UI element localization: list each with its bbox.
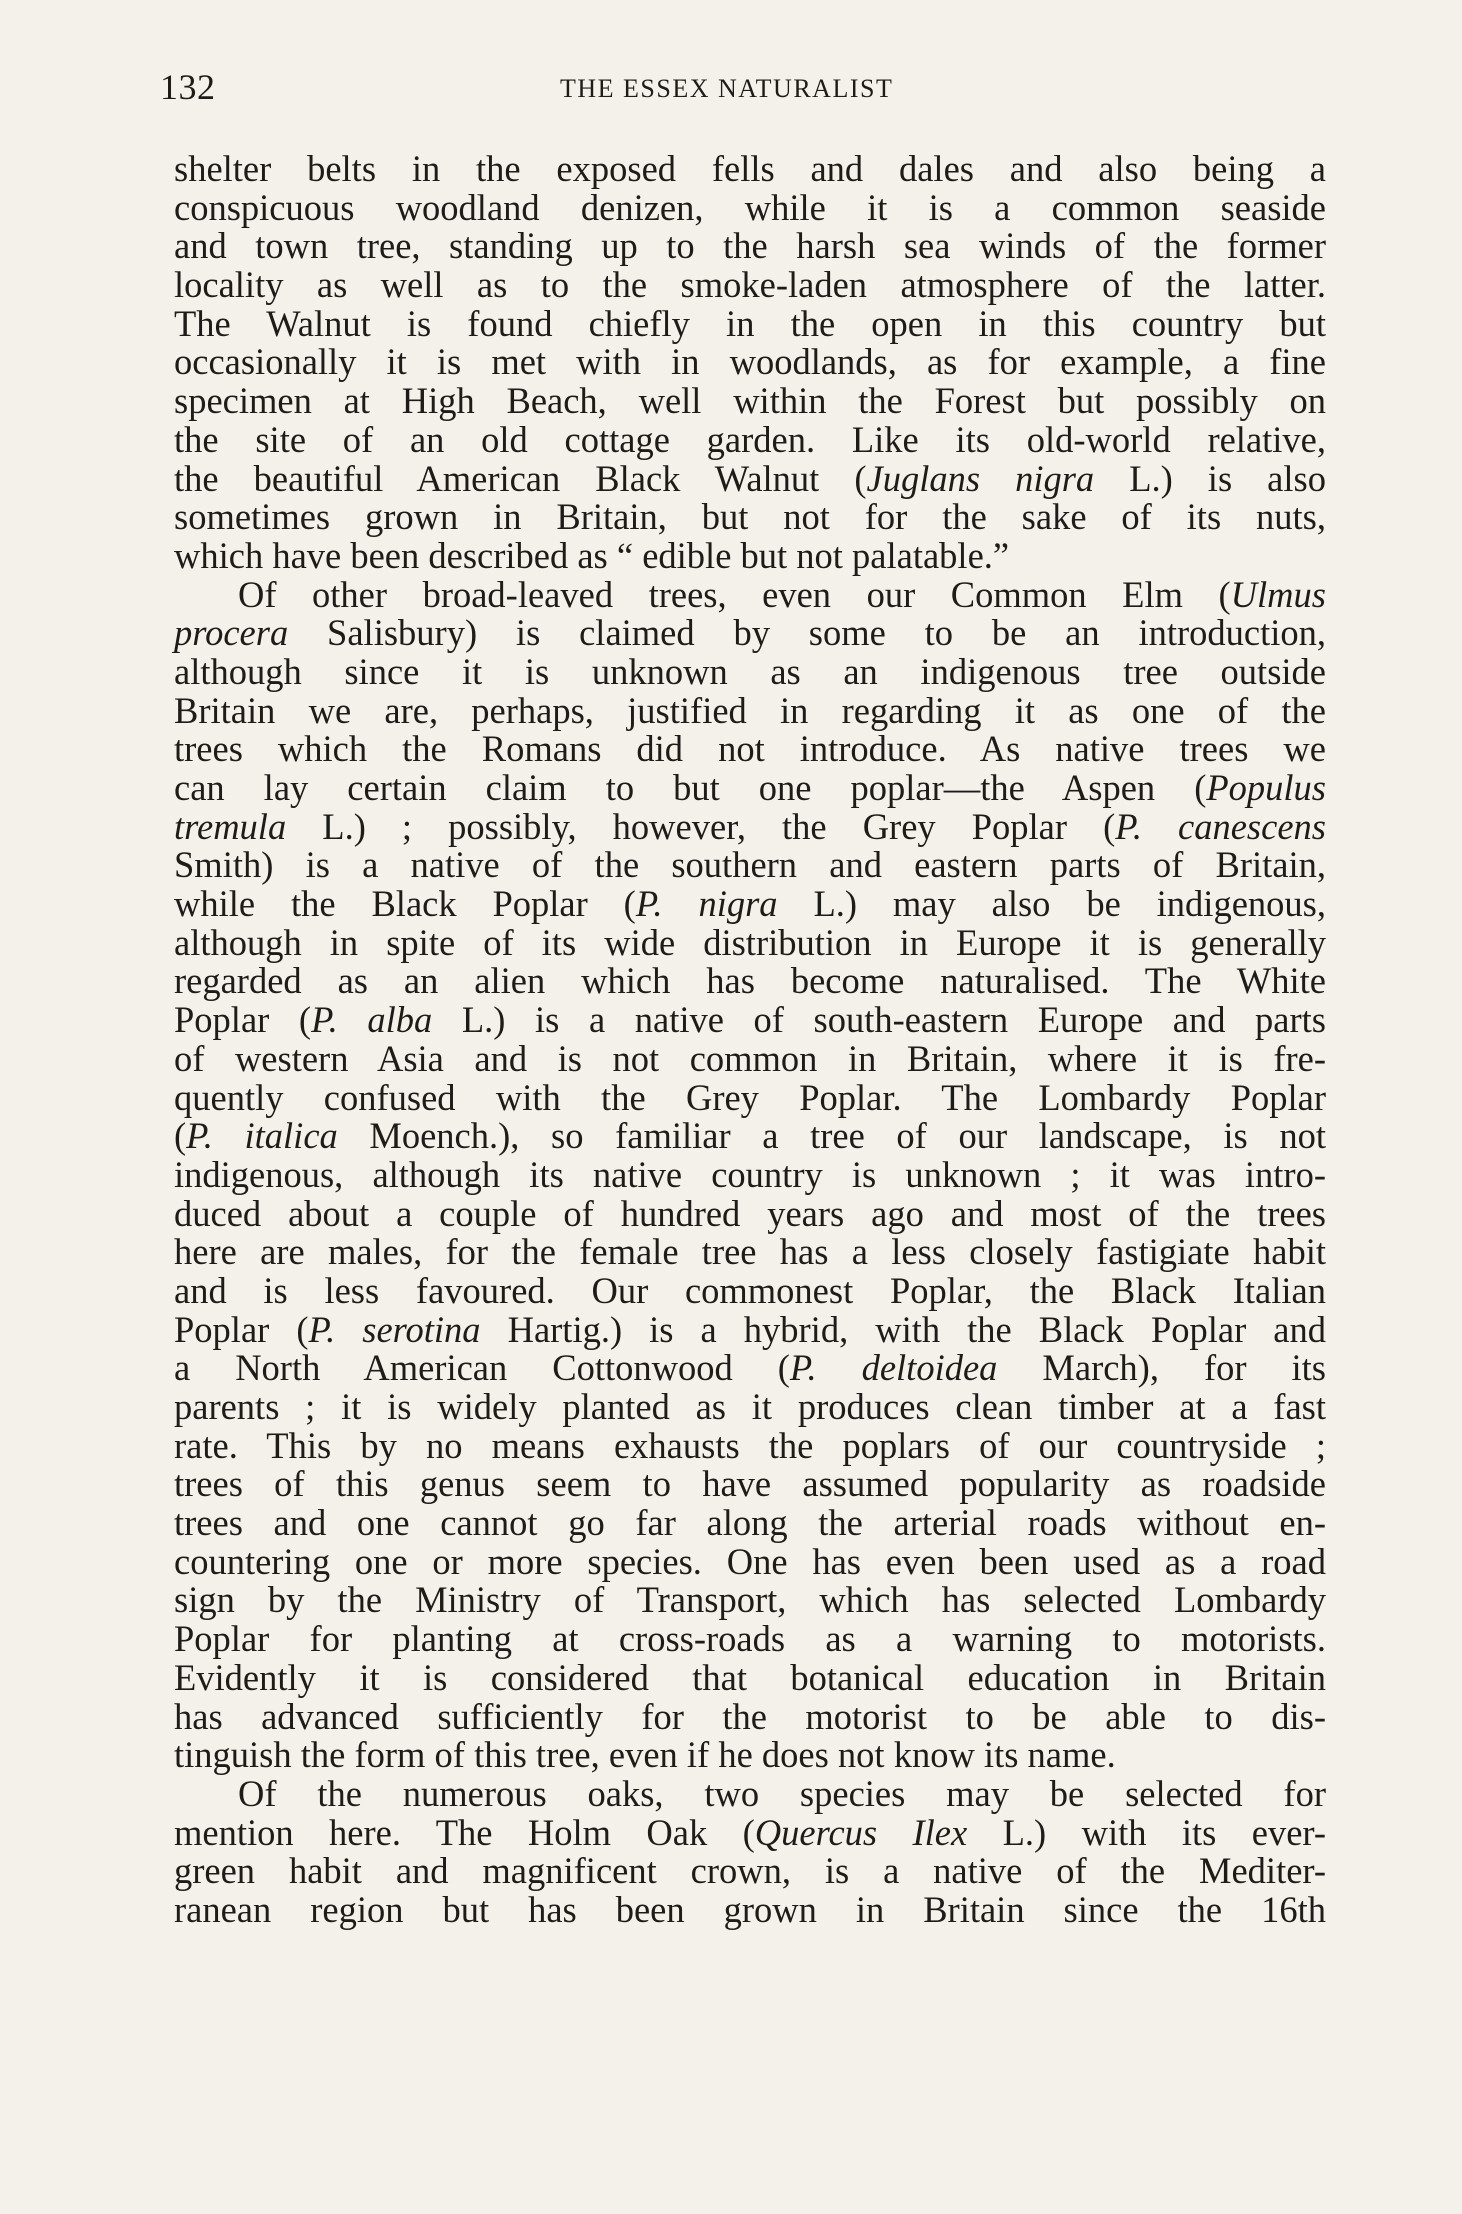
text-line: conspicuous woodland denizen, while it is a common seaside <box>174 186 1326 228</box>
italic-term: tremula <box>174 805 287 847</box>
text-line <box>174 1308 1326 1350</box>
text-line: trees of this genus seem to have assumed popularity as roadside <box>174 1463 1326 1505</box>
text-line: which have been described as “ edible but not palatable.” <box>174 534 1010 576</box>
italic-term: procera <box>174 612 289 654</box>
text-run: L.) is also <box>1094 457 1326 499</box>
text-line: trees which the Romans did not introduce. As native trees we <box>174 728 1326 770</box>
text-line: shelter belts in the exposed fells and dales and also being a <box>174 148 1326 189</box>
text-line: although since it is unknown as an indigenous tree outside <box>174 650 1326 692</box>
running-head <box>160 66 1340 116</box>
italic-term: Juglans nigra <box>866 457 1095 499</box>
text-line: green habit and magnificent crown, is a native of the Mediter- <box>174 1850 1326 1892</box>
text-run: Hartig.) is a hybrid, with the Black Poplar and <box>480 1308 1326 1350</box>
body-text <box>174 150 1326 1930</box>
text-line: duced about a couple of hundred years ago and most of the trees <box>174 1192 1326 1234</box>
text-line: The Walnut is found chiefly in the open in this country but <box>174 302 1326 344</box>
text-line <box>174 457 1326 499</box>
text-line: here are males, for the female tree has a less closely fastigiate habit <box>174 1231 1326 1273</box>
text-line: Britain we are, perhaps, justified in regarding it as one of the <box>174 689 1326 731</box>
journal-title: THE ESSEX NATURALIST <box>560 74 894 103</box>
italic-term: Ulmus <box>1230 573 1326 615</box>
italic-term: P. italica <box>186 1115 338 1157</box>
text-run: March), for its <box>997 1347 1326 1389</box>
text-line <box>174 1349 1326 1388</box>
text-line: occasionally it is met with in woodlands, as for example, a fine <box>174 341 1326 383</box>
text-run: the beautiful American Black Walnut ( <box>174 457 867 499</box>
text-run: Moench.), so familiar a tree of our landscape, is not <box>337 1115 1326 1157</box>
text-line: of western Asia and is not common in Britain, where it is fre- <box>174 1037 1326 1079</box>
text-line <box>174 1117 1326 1156</box>
text-run: ( <box>174 1115 187 1157</box>
text-line: and is less favoured. Our commonest Poplar, the Black Italian <box>174 1269 1326 1311</box>
text-line: Evidently it is considered that botanical education in Britain <box>174 1656 1326 1698</box>
italic-term: Populus <box>1206 767 1326 808</box>
text-line: has advanced sufficiently for the motorist to be able to dis- <box>174 1695 1326 1737</box>
text-run: Poplar ( <box>174 999 312 1041</box>
italic-term: Quercus Ilex <box>754 1811 968 1853</box>
text-line: regarded as an alien which has become naturalised. The White <box>174 960 1326 1002</box>
text-run: Of other broad-leaved trees, even our Common Elm ( <box>238 573 1231 615</box>
text-line <box>174 614 1326 653</box>
text-line: quently confused with the Grey Poplar. The Lombardy Poplar <box>174 1076 1326 1118</box>
text-line: tinguish the form of this tree, even if he does not know its name. <box>174 1734 1116 1776</box>
text-line: locality as well as to the smoke-laden atmosphere of the latter. <box>174 264 1326 306</box>
text-run: L.) ; possibly, however, the Grey Poplar ( <box>286 805 1116 847</box>
page-number: 132 <box>160 67 216 107</box>
text-run: while the Black Poplar ( <box>174 883 636 925</box>
text-run: L.) with its ever- <box>967 1811 1327 1853</box>
text-run: L.) may also be indigenous, <box>777 883 1326 925</box>
text-line: Smith) is a native of the southern and eastern parts of Britain, <box>174 844 1326 886</box>
text-line: Of the numerous oaks, two species may be selected for <box>238 1772 1326 1814</box>
text-line <box>174 1001 1326 1040</box>
italic-term: P. serotina <box>308 1308 481 1350</box>
text-line: rate. This by no means exhausts the poplars of our countryside ; <box>174 1424 1326 1466</box>
text-line: countering one or more species. One has even been used as a road <box>174 1540 1326 1582</box>
text-line: indigenous, although its native country is unknown ; it was intro- <box>174 1153 1326 1195</box>
text-line: ranean region but has been grown in Britain since the 16th <box>174 1888 1326 1930</box>
text-line: the site of an old cottage garden. Like its old-world relative, <box>174 418 1326 460</box>
text-run: Poplar ( <box>174 1308 309 1350</box>
text-run: mention here. The Holm Oak ( <box>174 1811 755 1853</box>
text-line <box>174 885 1326 924</box>
text-line <box>174 1811 1327 1853</box>
text-run: can lay certain claim to but one poplar—the Aspen ( <box>174 767 1207 808</box>
text-line: Poplar for planting at cross-roads as a warning to motorists. <box>174 1618 1326 1660</box>
text-line <box>174 769 1326 808</box>
italic-term: P. alba <box>311 999 433 1041</box>
text-run: a North American Cottonwood ( <box>174 1347 790 1389</box>
text-line: trees and one cannot go far along the arterial roads without en- <box>174 1502 1326 1544</box>
text-line: parents ; it is widely planted as it produces clean timber at a fast <box>174 1386 1326 1427</box>
italic-term: P. deltoidea <box>789 1347 998 1389</box>
text-line <box>174 573 1326 615</box>
text-line: specimen at High Beach, well within the Forest but possibly on <box>174 380 1326 422</box>
text-line <box>174 805 1326 847</box>
text-run: L.) is a native of south-eastern Europe and parts <box>432 999 1326 1041</box>
text-line: although in spite of its wide distribution in Europe it is generally <box>174 921 1326 963</box>
text-line: sign by the Ministry of Transport, which has selected Lombardy <box>174 1579 1326 1621</box>
italic-term: P. nigra <box>635 883 778 925</box>
text-run: Salisbury) is claimed by some to be an introduction, <box>288 612 1326 654</box>
text-line: sometimes grown in Britain, but not for the sake of its nuts, <box>174 496 1326 538</box>
italic-term: P. canescens <box>1115 805 1326 847</box>
text-line: and town tree, standing up to the harsh sea winds of the former <box>174 225 1326 267</box>
